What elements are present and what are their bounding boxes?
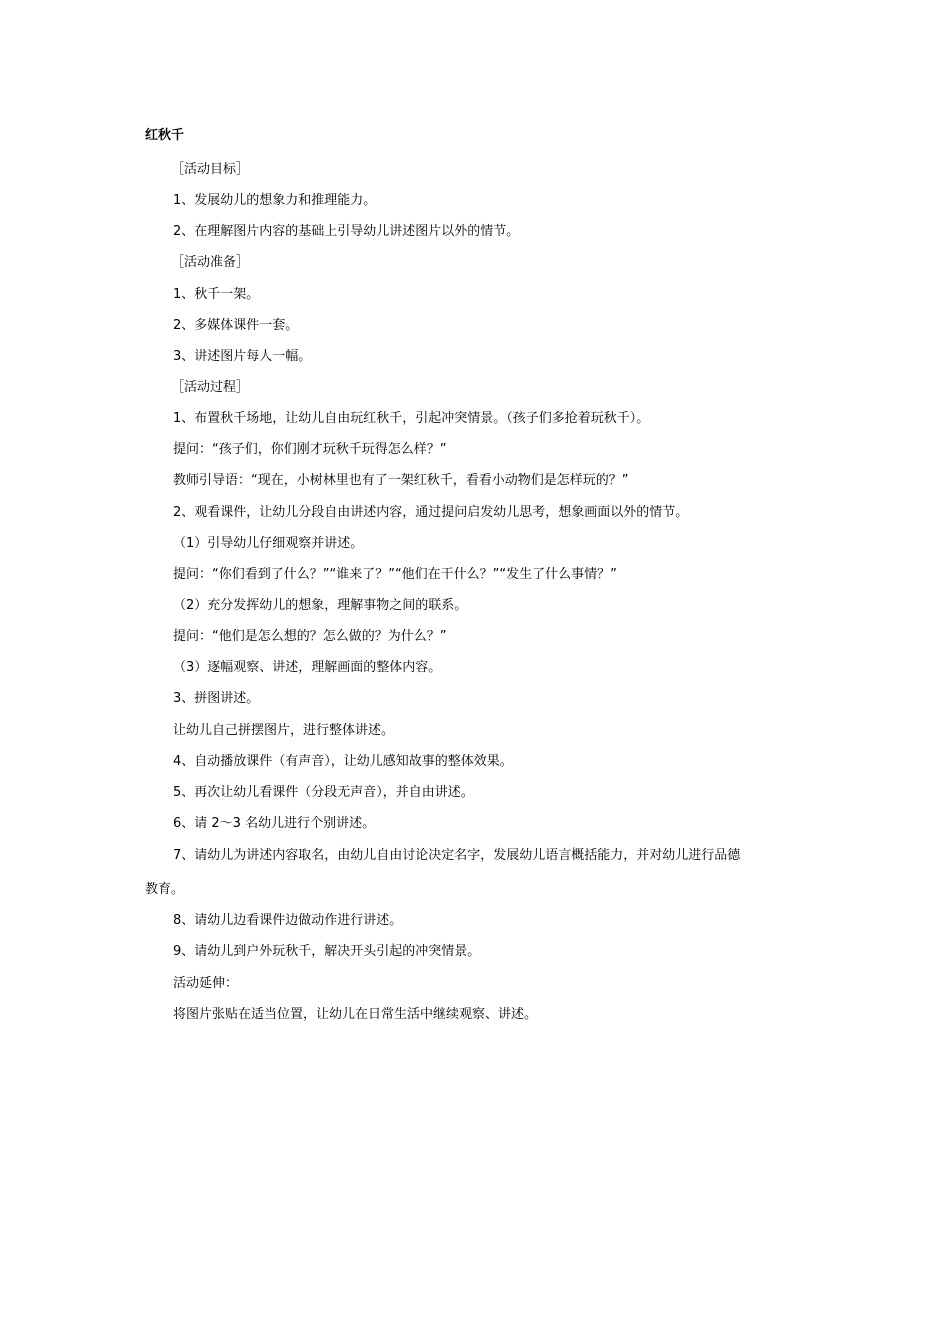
- document-title: 红秋千: [145, 128, 185, 143]
- paragraph: （1）引导幼儿仔细观察并讲述。: [173, 536, 364, 551]
- paragraph: 2、多媒体课件一套。: [173, 318, 299, 333]
- paragraph: 提问：“孩子们，你们刚才玩秋千玩得怎么样？”: [173, 442, 447, 457]
- paragraph: （3）逐幅观察、讲述，理解画面的整体内容。: [173, 660, 442, 675]
- paragraph: 1、布置秋千场地，让幼儿自由玩红秋千，引起冲突情景。（孩子们多抢着玩秋千）。: [173, 411, 650, 426]
- paragraph: 2、在理解图片内容的基础上引导幼儿讲述图片以外的情节。: [173, 224, 520, 239]
- paragraph: 2、观看课件，让幼儿分段自由讲述内容，通过提问启发幼儿思考，想象画面以外的情节。: [173, 505, 689, 520]
- paragraph: 6、请 2～3 名幼儿进行个别讲述。: [173, 816, 376, 831]
- paragraph: 8、请幼儿边看课件边做动作进行讲述。: [173, 913, 403, 928]
- paragraph: 提问：“你们看到了什么？”“谁来了？”“他们在干什么？”“发生了什么事情？”: [173, 567, 617, 582]
- paragraph: 让幼儿自己拼摆图片，进行整体讲述。: [173, 723, 395, 738]
- section-heading-process: ［活动过程］: [171, 380, 250, 395]
- section-heading-goals: ［活动目标］: [171, 162, 250, 177]
- paragraph: 4、自动播放课件（有声音），让幼儿感知故事的整体效果。: [173, 754, 513, 769]
- paragraph: 3、讲述图片每人一幅。: [173, 349, 312, 364]
- section-heading-extension: 活动延伸：: [173, 976, 239, 991]
- paragraph: 7、请幼儿为讲述内容取名，由幼儿自由讨论决定名字，发展幼儿语言概括能力，并对幼儿进行品德: [173, 848, 741, 863]
- paragraph: 9、请幼儿到户外玩秋千，解决开头引起的冲突情景。: [173, 944, 481, 959]
- paragraph: 教师引导语：“现在，小树林里也有了一架红秋千，看看小动物们是怎样玩的？”: [173, 473, 629, 488]
- section-heading-preparation: ［活动准备］: [171, 255, 250, 270]
- paragraph: （2）充分发挥幼儿的想象，理解事物之间的联系。: [173, 598, 468, 613]
- paragraph: 3、拼图讲述。: [173, 691, 260, 706]
- paragraph-continuation: 教育。: [145, 882, 185, 897]
- paragraph: 5、再次让幼儿看课件（分段无声音），并自由讲述。: [173, 785, 474, 800]
- paragraph: 提问：“他们是怎么想的？怎么做的？为什么？”: [173, 629, 447, 644]
- paragraph: 1、发展幼儿的想象力和推理能力。: [173, 193, 377, 208]
- paragraph: 将图片张贴在适当位置，让幼儿在日常生活中继续观察、讲述。: [173, 1007, 538, 1022]
- paragraph: 1、秋千一架。: [173, 287, 260, 302]
